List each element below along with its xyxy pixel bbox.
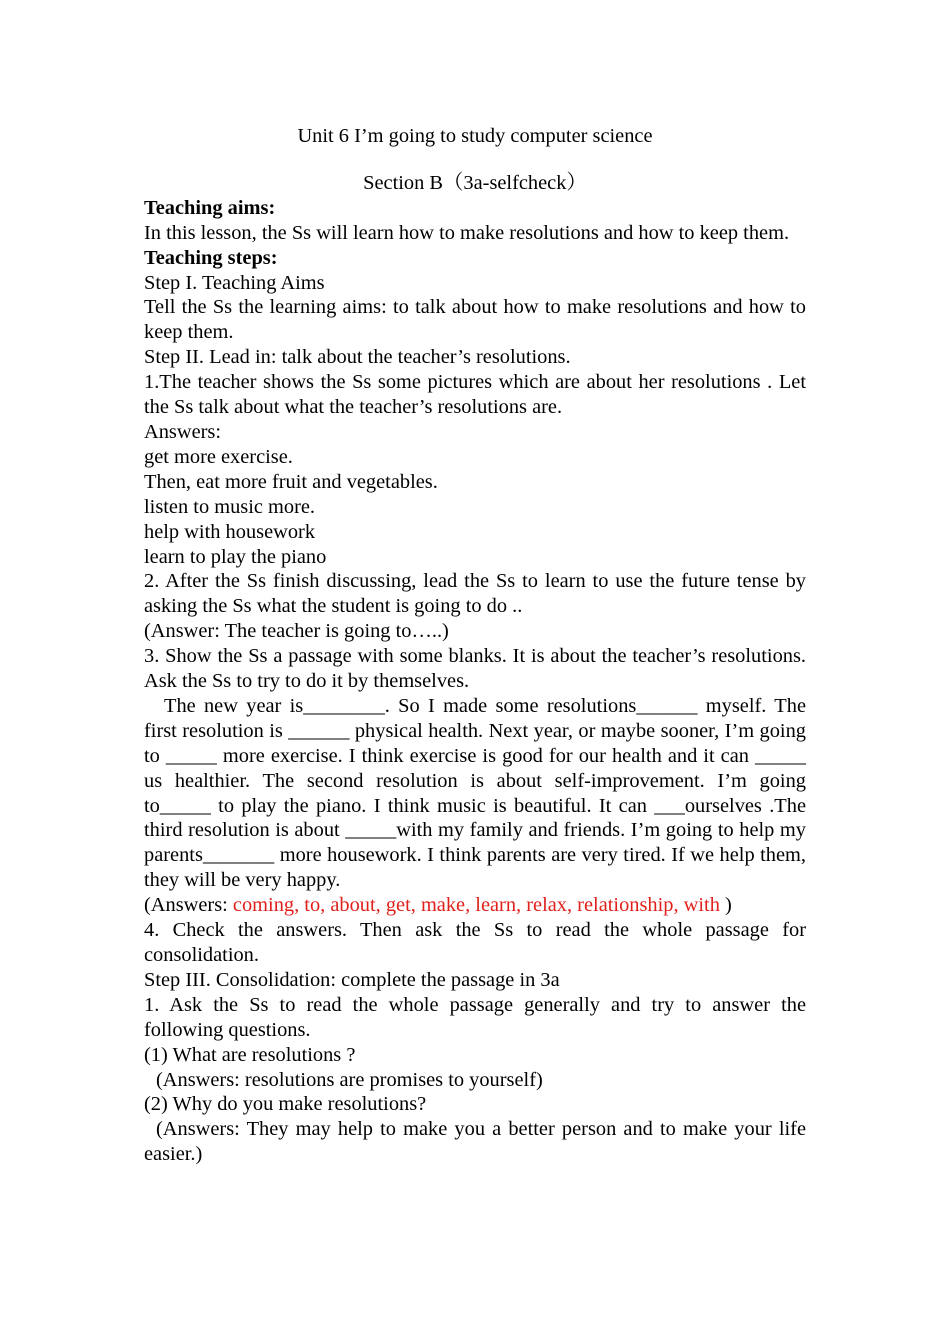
- step3-heading: Step III. Consolidation: complete the passage in 3a: [144, 968, 560, 991]
- answer-item: get more exercise.: [144, 445, 293, 468]
- steps-heading: Teaching steps:: [144, 246, 278, 269]
- question-1-answer: (Answers: resolutions are promises to yourself): [156, 1068, 543, 1091]
- step2-item-2-answer: (Answer: The teacher is going to…..): [144, 620, 449, 643]
- step2-item-3: 3. Show the Ss a passage with some blanks. It is about the teacher’s resolutions. Ask the Ss to try to do it by themselves.: [144, 645, 806, 693]
- answer-item: help with housework: [144, 520, 316, 543]
- aims-text: In this lesson, the Ss will learn how to make resolutions and how to keep them.: [144, 221, 790, 244]
- step3-item-1: 1. Ask the Ss to read the whole passage generally and try to answer the following questions.: [144, 993, 806, 1041]
- passage-answers-prefix: (Answers:: [144, 894, 233, 917]
- document-page: [144, 120, 806, 1167]
- passage-answers: coming, to, about, get, make, learn, relax, relationship, with: [232, 894, 720, 917]
- answers-label: Answers:: [144, 420, 222, 443]
- aims-heading: Teaching aims:: [144, 196, 276, 219]
- step2-item-4: 4. Check the answers. Then ask the Ss to read the whole passage for consolidation.: [144, 919, 806, 966]
- question-2: (2) Why do you make resolutions?: [144, 1093, 427, 1116]
- question-2-answer: [144, 1117, 806, 1167]
- step2-heading: Step II. Lead in: talk about the teacher’s resolutions.: [144, 346, 571, 369]
- step1-text: Tell the Ss the learning aims: to talk about how to make resolutions and how to keep them.: [144, 296, 806, 344]
- document-subtitle: Section B（3a-selfcheck）: [363, 171, 587, 194]
- fill-in-passage: The new year is________. So I made some resolutions______ myself. The first resolution is ______ physical health. Next year, or maybe sooner, I’m going to _____ more exercise. I think exercise is good for our health and it can _____ us healthier. The second resolution is about self-improvement. I’m going to_____ to play the piano. I think music is beautiful. It can ___ourselves .The third resolution is about _____with my family and friends. I’m going to help my parents_______ more housework. I think parents are very tired. If we help them, they will be very happy.: [144, 694, 806, 892]
- answer-item: Then, eat more fruit and vegetables.: [144, 470, 438, 493]
- answer-item: learn to play the piano: [144, 545, 327, 568]
- passage-answers-suffix: ): [719, 894, 732, 917]
- step1-heading: Step I. Teaching Aims: [144, 271, 325, 294]
- document-title: Unit 6 I’m going to study computer science: [297, 125, 653, 147]
- step2-item-1: 1.The teacher shows the Ss some pictures which are about her resolutions . Let the Ss talk about what the teacher’s resolutions are.: [144, 371, 806, 419]
- question-2-answer-text: (Answers: They may help to make you a better person and to make your life easier.): [144, 1118, 806, 1166]
- passage-answers-line: [144, 893, 806, 918]
- question-1: (1) What are resolutions ?: [144, 1043, 356, 1066]
- answer-item: listen to music more.: [144, 495, 316, 518]
- step2-item-2: 2. After the Ss finish discussing, lead the Ss to learn to use the future tense by asking the Ss what the student is going to do ..: [144, 570, 806, 618]
